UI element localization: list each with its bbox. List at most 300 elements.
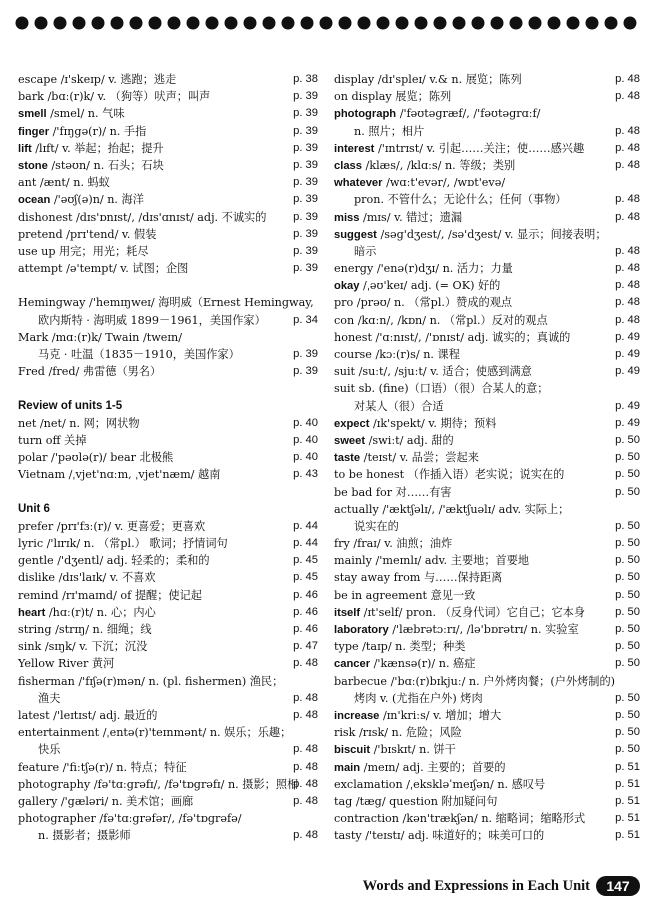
entry-text	[18, 776, 298, 793]
entry-definition: gallery /'gæləri/ n. 美术馆；画廊	[18, 794, 194, 808]
binder-dot	[434, 17, 447, 30]
entry-text	[18, 466, 220, 483]
entry-page-ref: p. 48	[293, 777, 318, 790]
entry-headword: stone	[18, 159, 48, 172]
binder-dots	[0, 10, 650, 36]
entry-definition: pretend /prɪ'tend/ v. 假装	[18, 227, 157, 241]
entry-text	[18, 432, 86, 449]
entry-continuation	[334, 518, 640, 535]
vocab-entry	[18, 569, 318, 586]
binder-dot	[605, 17, 618, 30]
entry-definition: on display 展览；陈列	[334, 90, 452, 104]
binder-dot	[453, 17, 466, 30]
page-number-badge: 147	[596, 876, 640, 896]
entry-headword: lift	[18, 142, 32, 155]
binder-dot	[54, 17, 67, 30]
entry-definition: Hemingway /'hemɪŋweɪ/ 海明威（Ernest Hemingway,	[18, 296, 314, 310]
entry-text	[18, 638, 147, 655]
vocab-entry	[334, 655, 640, 672]
binder-dot	[586, 17, 599, 30]
entry-page-ref: p. 51	[615, 794, 640, 807]
vocab-entry	[334, 380, 640, 397]
entry-text	[334, 363, 532, 380]
binder-dot	[225, 17, 238, 30]
entry-definition: remind /rɪ'maɪnd/ of 提醒；使记起	[18, 588, 202, 602]
binder-dot	[396, 17, 409, 30]
vocab-entry	[334, 827, 640, 844]
entry-definition: polar /'pəʊlə(r)/ bear 北极熊	[18, 451, 174, 465]
entry-definition: fry /fraɪ/ v. 油煎；油炸	[334, 537, 453, 551]
entry-definition: dislike /dɪs'laɪk/ v. 不喜欢	[18, 571, 156, 585]
entry-text	[334, 827, 544, 844]
entry-page-ref: p. 48	[293, 657, 318, 670]
entry-text	[18, 621, 152, 638]
entry-page-ref: p. 44	[293, 519, 318, 532]
entry-text	[334, 690, 483, 707]
binder-dot	[415, 17, 428, 30]
vocab-entry	[334, 484, 640, 501]
entry-text	[334, 484, 452, 501]
binder-dot	[206, 17, 219, 30]
entry-text	[334, 741, 456, 759]
entry-definition: /smel/ n. 气味	[46, 107, 125, 121]
vocab-entry	[18, 71, 318, 88]
vocab-entry	[334, 724, 640, 741]
entry-page-ref: p. 51	[615, 812, 640, 825]
entry-page-ref: p. 48	[293, 743, 318, 756]
entry-text	[18, 209, 266, 226]
entry-headword: ocean	[18, 194, 51, 207]
entry-continuation	[334, 690, 640, 707]
entry-page-ref: p. 48	[293, 794, 318, 807]
entry-page-ref: p. 50	[615, 605, 640, 618]
entry-definition: net /net/ n. 网；网状物	[18, 416, 140, 430]
entry-definition: /'kænsə(r)/ n. 癌症	[370, 657, 476, 671]
entry-definition: honest /'ɑːnɪst/, /'ɒnɪst/ adj. 诚实的；真诚的	[334, 330, 571, 344]
vocab-entry	[18, 88, 318, 105]
vocab-entry	[18, 140, 318, 157]
vocab-entry	[18, 260, 318, 277]
binder-dot	[282, 17, 295, 30]
entry-text	[334, 312, 548, 329]
entry-text	[334, 346, 460, 363]
entry-definition: con /kɑːn/, /kɒn/ n. （常pl.）反对的观点	[334, 313, 548, 327]
vocab-entry	[334, 277, 640, 294]
entry-text	[18, 88, 210, 105]
vocab-entry	[18, 174, 318, 191]
section-heading: Unit 6	[18, 502, 50, 515]
entry-headword: photograph	[334, 108, 397, 121]
entry-text	[334, 277, 500, 295]
vocab-entry	[334, 312, 640, 329]
vocab-entry	[334, 673, 640, 690]
vocab-entry	[18, 655, 318, 672]
binder-dot	[567, 17, 580, 30]
vocab-entry	[18, 157, 318, 174]
vocab-entry	[334, 363, 640, 380]
entry-continuation	[18, 741, 318, 758]
binder-dot	[73, 17, 86, 30]
vocab-entry	[18, 449, 318, 466]
entry-definition: suit /suːt/, /sjuːt/ v. 适合；使感到满意	[334, 365, 532, 379]
entry-page-ref: p. 50	[615, 433, 640, 446]
entry-text	[334, 810, 585, 827]
entry-text	[334, 398, 444, 415]
entry-definition: escape /ɪ'skeɪp/ v. 逃跑；逃走	[18, 73, 177, 86]
entry-page-ref: p. 39	[293, 244, 318, 257]
entry-text	[334, 621, 579, 639]
entry-definition: pro /prəʊ/ n. （常pl.）赞成的观点	[334, 296, 513, 310]
entry-page-ref: p. 50	[615, 451, 640, 464]
entry-page-ref: p. 39	[293, 158, 318, 171]
entry-page-ref: p. 48	[615, 313, 640, 326]
entry-text	[18, 552, 210, 569]
entry-definition: course /kɔː(r)s/ n. 课程	[334, 348, 460, 361]
vocab-entry	[334, 209, 640, 226]
entry-definition: /ɪt'self/ pron. （反身代词）它自己；它本身	[360, 605, 586, 619]
entry-definition: /'əʊʃ(ə)n/ n. 海洋	[50, 193, 144, 207]
entry-text	[18, 587, 202, 604]
entry-text	[334, 157, 515, 175]
vocab-entry	[334, 707, 640, 724]
entry-page-ref: p. 49	[615, 399, 640, 412]
entry-text	[334, 329, 570, 346]
entry-definition: tasty /'teɪstɪ/ adj. 味道好的；味美可口的	[334, 829, 545, 843]
entry-page-ref: p. 45	[293, 571, 318, 584]
entry-definition: 烤肉 v. (尤指在户外) 烤肉	[354, 691, 483, 705]
entry-text	[334, 466, 564, 483]
entry-definition: /teɪst/ v. 品尝；尝起来	[360, 451, 479, 465]
entry-definition: /wɑːt'evər/, /wɒt'evə/	[382, 176, 506, 190]
entry-definition: entertainment /ˌentə(r)'teɪnmənt/ n. 娱乐；乐趣；	[18, 726, 292, 740]
entry-definition: 暗示	[354, 244, 377, 258]
vocab-entry	[18, 191, 318, 208]
vocab-entry	[334, 88, 640, 105]
entry-headword: finger	[18, 125, 50, 138]
entry-headword: heart	[18, 606, 46, 619]
vocab-entry	[18, 466, 318, 483]
entry-definition: attempt /ə'tempt/ v. 试图；企图	[18, 262, 189, 276]
vocab-entry	[334, 226, 640, 243]
entry-page-ref: p. 38	[293, 73, 318, 85]
entry-definition: photography /fə'tɑːgrəfɪ/, /fə'tɒgrəfɪ/ n. 摄影；照相	[18, 777, 299, 791]
entry-text	[18, 759, 187, 776]
entry-headword: suggest	[334, 228, 377, 241]
entry-text	[18, 191, 144, 209]
entry-definition: Yellow River 黄河	[18, 657, 115, 671]
entry-text	[334, 415, 496, 433]
entry-text	[334, 140, 584, 158]
entry-definition: 说实在的	[354, 519, 399, 533]
entry-page-ref: p. 44	[293, 537, 318, 550]
entry-headword: miss	[334, 211, 360, 224]
vocab-entry	[18, 793, 318, 810]
entry-text	[334, 604, 585, 622]
vocab-entry	[18, 552, 318, 569]
entry-page-ref: p. 50	[615, 485, 640, 498]
entry-headword: class	[334, 159, 362, 172]
entry-definition: Vietnam /ˌvjet'nɑːm, ˌvjet'næm/ 越南	[18, 468, 221, 482]
entry-continuation	[18, 312, 318, 329]
entry-text	[18, 260, 188, 277]
entry-definition: string /strɪŋ/ n. 细绳；线	[18, 623, 152, 636]
binder-dot	[35, 17, 48, 30]
vocab-entry	[18, 621, 318, 638]
vocab-entry	[334, 466, 640, 483]
entry-text	[18, 363, 161, 380]
entry-definition: 渔夫	[38, 691, 61, 705]
binder-dot	[301, 17, 314, 30]
vocab-entry	[18, 105, 318, 122]
entry-page-ref: p. 40	[293, 416, 318, 429]
vocab-entry	[18, 415, 318, 432]
entry-headword: taste	[334, 452, 361, 465]
entry-text	[334, 432, 454, 450]
entry-page-ref: p. 51	[615, 829, 640, 842]
binder-dot	[130, 17, 143, 30]
binder-dot	[168, 17, 181, 30]
entry-definition: contraction /kən'trækʃən/ n. 缩略词；缩略形式	[334, 812, 586, 826]
entry-headword: main	[334, 761, 361, 774]
entry-headword: laboratory	[334, 624, 389, 636]
entry-headword: whatever	[334, 177, 383, 190]
entry-headword: biscuit	[334, 744, 371, 757]
entry-page-ref: p. 39	[293, 262, 318, 275]
entry-text	[334, 88, 451, 105]
entry-text	[334, 759, 506, 777]
entry-text	[18, 312, 266, 329]
entry-definition: /'læbrətɔːrɪ/, /lə'bɒrətrɪ/ n. 实验室	[388, 623, 579, 636]
entry-page-ref: p. 46	[293, 588, 318, 601]
entry-page-ref: p. 49	[615, 348, 640, 360]
spacer	[18, 484, 318, 501]
vocab-entry	[18, 673, 318, 690]
entry-page-ref: p. 48	[615, 141, 640, 154]
entry-definition: /lɪft/ v. 举起；抬起；提升	[31, 141, 164, 155]
entry-definition: /swiːt/ adj. 甜的	[365, 433, 454, 447]
entry-definition: /ˌəʊ'keɪ/ adj. (= OK) 好的	[359, 279, 501, 293]
entry-continuation	[334, 123, 640, 140]
entry-text	[334, 535, 452, 552]
entry-text	[18, 793, 193, 810]
entry-headword: okay	[334, 280, 360, 293]
entry-text	[18, 690, 60, 707]
binder-dot	[491, 17, 504, 30]
entry-page-ref: p. 48	[615, 244, 640, 257]
entry-text	[18, 655, 114, 672]
entry-page-ref: p. 46	[293, 605, 318, 618]
vocab-entry	[334, 587, 640, 604]
binder-dot	[472, 17, 485, 30]
vocab-entry	[334, 71, 640, 88]
vocab-entry	[18, 363, 318, 380]
entry-definition: /hɑː(r)t/ n. 心；内心	[45, 605, 156, 619]
entry-text	[334, 724, 462, 741]
entry-definition: Fred /fred/ 弗雷德（男名）	[18, 365, 162, 379]
entry-text	[18, 157, 164, 175]
entry-definition: energy /'enə(r)dʒɪ/ n. 活力；力量	[334, 262, 513, 276]
entry-text	[18, 71, 176, 88]
vocab-entry	[334, 604, 640, 621]
entry-definition: /'fəʊtəgræf/, /'fəʊtəgrɑːf/	[396, 107, 541, 121]
entry-definition: /'bɪskɪt/ n. 饼干	[370, 743, 456, 757]
entry-definition: /mɪs/ v. 错过；遗漏	[359, 210, 463, 224]
vocab-entry	[18, 123, 318, 140]
entry-definition: type /taɪp/ n. 类型；种类	[334, 640, 466, 654]
vocab-entry	[334, 793, 640, 810]
entry-definition: ant /ænt/ n. 蚂蚁	[18, 176, 110, 190]
entry-definition: /klæs/, /klɑːs/ n. 等级；类别	[362, 158, 516, 172]
entry-definition: /ɪk'spekt/ v. 期待；预料	[369, 416, 497, 430]
vocab-entry	[334, 105, 640, 122]
binder-dot	[244, 17, 257, 30]
entry-definition: /'ɪntrɪst/ v. 引起……关注；使……感兴趣	[374, 141, 585, 155]
vocab-entry	[334, 501, 640, 518]
entry-definition: fisherman /'fɪʃə(r)mən/ n. (pl. fishermen) 渔民；	[18, 674, 284, 688]
entry-definition: barbecue /'bɑː(r)bɪkjuː/ n. 户外烤肉餐；(户外烤制的)	[334, 674, 616, 688]
entry-definition: display /dɪ'spleɪ/ v.& n. 展览；陈列	[334, 73, 522, 86]
entry-text	[18, 415, 140, 432]
vocab-entry	[334, 449, 640, 466]
entry-page-ref: p. 50	[615, 640, 640, 653]
entry-text	[18, 243, 149, 260]
entry-page-ref: p. 46	[293, 623, 318, 635]
entry-page-ref: p. 39	[293, 193, 318, 206]
entry-definition: /meɪn/ adj. 主要的；首要的	[360, 760, 506, 774]
entry-definition: /'fɪŋgə(r)/ n. 手指	[49, 124, 147, 138]
entry-text	[18, 449, 173, 466]
entry-definition: Mark /mɑː(r)k/ Twain /tweɪn/	[18, 330, 182, 344]
entry-headword: cancer	[334, 658, 371, 671]
entry-page-ref: p. 39	[293, 365, 318, 378]
vocab-entry	[334, 810, 640, 827]
entry-definition: suit sb. (fine)（口语）（很）合某人的意；	[334, 382, 549, 396]
vocab-entry	[18, 587, 318, 604]
vocab-entry	[18, 776, 318, 793]
vocab-entry	[334, 432, 640, 449]
entry-text	[334, 191, 567, 208]
binder-dot	[529, 17, 542, 30]
entry-text	[334, 638, 465, 655]
vocab-entry	[334, 741, 640, 758]
entry-definition: 对某人（很）合适	[354, 399, 444, 413]
entry-definition: n. 摄影者；摄影师	[38, 829, 131, 843]
entry-text	[334, 587, 475, 604]
left-column	[18, 71, 318, 844]
entry-definition: be bad for 对……有害	[334, 485, 452, 499]
entry-page-ref: p. 48	[293, 708, 318, 721]
entry-text	[334, 569, 502, 586]
binder-dot	[92, 17, 105, 30]
page-footer	[350, 876, 640, 898]
vocab-entry	[334, 140, 640, 157]
entry-page-ref: p. 48	[293, 691, 318, 704]
binder-dot	[16, 17, 29, 30]
vocab-entry	[18, 243, 318, 260]
entry-definition: n. 照片；相片	[354, 124, 425, 138]
entry-page-ref: p. 50	[615, 691, 640, 704]
entry-text	[18, 174, 110, 191]
entry-text	[18, 569, 156, 586]
entry-page-ref: p. 48	[615, 279, 640, 292]
entry-continuation	[18, 827, 318, 844]
entry-continuation	[334, 191, 640, 208]
entry-definition: pron. 不管什么；无论什么；任何（事物）	[354, 193, 567, 207]
entry-definition: lyric /'lɪrɪk/ n. （常pl.） 歌词；抒情词句	[18, 537, 228, 551]
entry-headword: itself	[334, 606, 361, 619]
entry-definition: prefer /prɪ'fɜː(r)/ v. 更喜爱；更喜欢	[18, 519, 206, 533]
vocab-entry	[18, 707, 318, 724]
entry-definition: risk /rɪsk/ n. 危险；风险	[334, 726, 462, 740]
vocab-entry	[18, 810, 318, 827]
entry-headword: expect	[334, 417, 370, 430]
entry-definition: exclamation /ˌekskləˈmeɪʃən/ n. 感叹号	[334, 777, 546, 791]
vocab-entry	[18, 724, 318, 741]
entry-definition: turn off 关掉	[18, 433, 87, 447]
entry-definition: tag /tæg/ question 附加疑问句	[334, 794, 498, 808]
entry-page-ref: p. 50	[615, 519, 640, 532]
entry-text	[334, 209, 462, 227]
entry-page-ref: p. 39	[293, 348, 318, 360]
entry-page-ref: p. 51	[615, 760, 640, 773]
binder-dot	[111, 17, 124, 30]
vocab-entry	[334, 535, 640, 552]
entry-page-ref: p. 50	[615, 588, 640, 601]
binder-dot	[149, 17, 162, 30]
entry-text	[334, 123, 424, 140]
entry-definition: gentle /'dʒentl/ adj. 轻柔的；柔和的	[18, 554, 210, 568]
entry-text	[18, 329, 182, 346]
entry-definition: /stəʊn/ n. 石头；石块	[47, 158, 164, 172]
entry-page-ref: p. 48	[615, 210, 640, 223]
entry-text	[18, 346, 240, 363]
vocab-entry	[18, 209, 318, 226]
vocab-entry	[18, 518, 318, 535]
entry-page-ref: p. 40	[293, 451, 318, 464]
entry-definition: feature /'fiːtʃə(r)/ n. 特点；特征	[18, 760, 187, 774]
entry-continuation	[18, 690, 318, 707]
right-column	[334, 71, 640, 844]
entry-text	[334, 105, 540, 123]
entry-text	[18, 827, 131, 844]
vocab-entry	[334, 260, 640, 277]
vocab-entry	[334, 329, 640, 346]
entry-definition: dishonest /dɪs'ɒnɪst/, /dɪs'ɑnɪst/ adj. 不诚实的	[18, 210, 267, 224]
entry-continuation	[334, 398, 640, 415]
binder-dot	[187, 17, 200, 30]
entry-text	[18, 123, 146, 141]
entry-page-ref: p. 39	[293, 124, 318, 137]
entry-definition: actually /'æktʃəlɪ/, /'æktʃuəlɪ/ adv. 实际上；	[334, 502, 570, 516]
section-heading: Review of units 1-5	[18, 399, 123, 412]
entry-text	[334, 260, 513, 277]
entry-definition: stay away from 与……保持距离	[334, 571, 503, 585]
entry-page-ref: p. 39	[293, 176, 318, 189]
vocab-entry	[334, 415, 640, 432]
entry-text	[18, 604, 156, 622]
entry-text	[334, 380, 548, 397]
entry-page-ref: p. 39	[293, 90, 318, 103]
entry-page-ref: p. 48	[615, 296, 640, 309]
vocab-entry	[18, 226, 318, 243]
vocab-entry	[18, 604, 318, 621]
entry-page-ref: p. 43	[293, 468, 318, 481]
entry-definition: be in agreement 意见一致	[334, 588, 476, 602]
entry-page-ref: p. 39	[293, 141, 318, 154]
entry-headword: sweet	[334, 434, 366, 447]
vocab-entry	[334, 776, 640, 793]
entry-page-ref: p. 48	[615, 158, 640, 171]
